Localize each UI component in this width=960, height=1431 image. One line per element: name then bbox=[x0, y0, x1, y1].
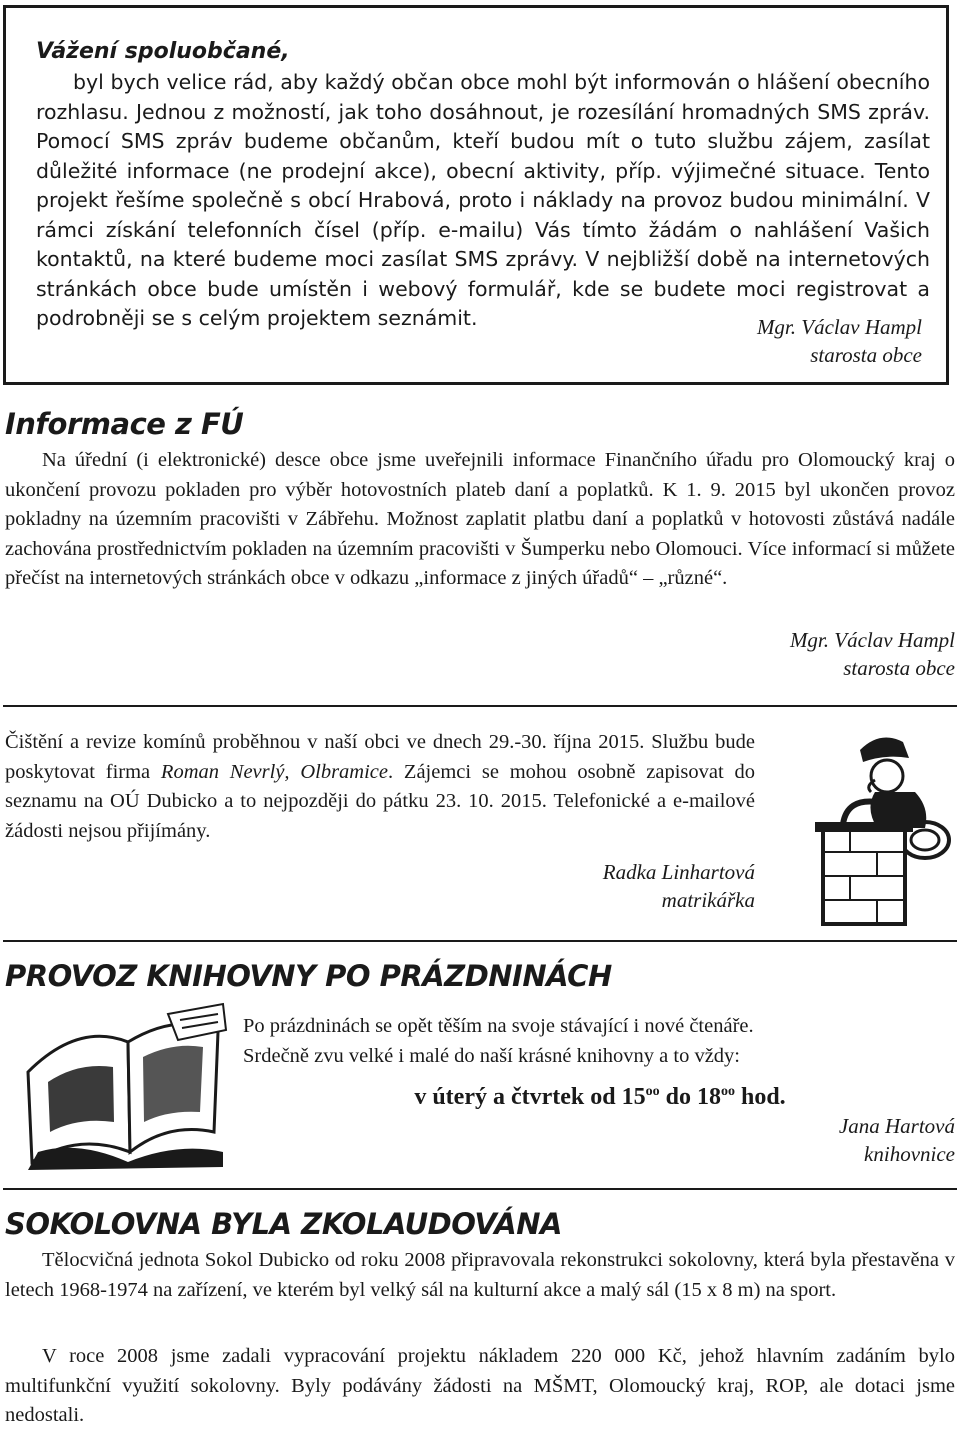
library-signature bbox=[655, 1112, 955, 1168]
sokolovna-para1: Tělocvičná jednota Sokol Dubicko od roku 2008 připravovala rekonstrukci sokolovny, která byla přestavěna v letech 1968-1974 na zařízení, ve kterém byl velký sál na kulturní akce a malý sál (15 x 8 m) na sport. bbox=[5, 1249, 955, 1301]
letter-signature-name: Mgr. Václav Hampl bbox=[756, 315, 922, 339]
chimney-body-part1: Čištění a revize komínů proběhnou v naší obci ve dnech 29.-30. října 2015. Službu bude poskytovat firma bbox=[5, 731, 755, 783]
letter-body: byl bych velice rád, aby každý občan obce mohl být informován o hlášení obecního rozhlasu. Jednou z možností, jak toho dosáhnout, je rozesílání hromadných SMS zpráv. Pomocí SMS zpráv budeme občanům, kteří budou mít o tuto službu zájem, zasílat důležité informace (ne prodejní akce), obecní aktivity, příp. výjimečné situace. Tento projekt řešíme společně s obcí Hrabová, proto i náklady na provoz budou minimální. V rámci získání telefonních čísel (příp. e-mailu) Vás tímto žádám o nahlášení Vašich kontaktů, na které budeme moci zasílat SMS zprávy. V nejbližší době na internetových stránkách obce bude umístěn i webový formulář, kde se budete moci registrovat a podrobněji se s celým projektem seznámit. bbox=[36, 70, 930, 330]
library-signature-role: knihovnice bbox=[864, 1142, 955, 1166]
fu-signature-role: starosta obce bbox=[843, 656, 955, 680]
chimney-company: Roman Nevrlý, Olbramice bbox=[160, 760, 389, 783]
fu-body: Na úřední (i elektronické) desce obce jsme uveřejnili informace Finančního úřadu pro Olomoucký kraj o ukončení provozu pokladen pro výběr hotovostních plateb daní a poplatků. K 1. 9. 2015 byl ukončen provoz pokladny na územním pracovišti v Zábřehu. Možnost zaplatit platbu daní a poplatků v hotovosti zůstává nadále zachována prostřednictvím pokladen na územním pracovišti v Šumperku nebo Olomouci. Více informací si můžete přečíst na internetových stránkách obce v odkazu „informace z jiných úřadů“ – „různé“. bbox=[5, 449, 955, 589]
letter-greeting: Vážení spoluobčané, bbox=[36, 39, 290, 64]
library-hours bbox=[240, 1076, 960, 1113]
fu-heading: Informace z FÚ bbox=[5, 407, 244, 441]
chimney-signature-role: matrikářka bbox=[661, 888, 755, 912]
sokolovna-heading: SOKOLOVNA BYLA ZKOLAUDOVÁNA bbox=[5, 1207, 562, 1241]
chimney-sweep-illustration bbox=[805, 728, 955, 928]
library-line1: Po prázdninách se opět těším na svoje stávající i nové čtenáře. bbox=[243, 1015, 754, 1037]
section-divider bbox=[3, 705, 957, 707]
chimney-body bbox=[5, 728, 755, 846]
library-hours-prefix: v úterý a čtvrtek od 15 bbox=[414, 1084, 646, 1110]
fu-signature bbox=[655, 626, 955, 682]
letter-signature bbox=[622, 313, 922, 369]
chimney-signature-name: Radka Linhartová bbox=[602, 860, 755, 884]
library-hours-sup2: oo bbox=[720, 1084, 735, 1099]
letter-signature-role: starosta obce bbox=[810, 343, 922, 367]
open-book-illustration bbox=[18, 1002, 230, 1172]
library-hours-sup1: oo bbox=[645, 1084, 660, 1099]
section-divider bbox=[3, 940, 957, 942]
library-line2: Srdečně zvu velké i malé do naší krásné knihovny a to vždy: bbox=[243, 1045, 740, 1067]
chimney-signature bbox=[455, 858, 755, 914]
chimney-body-part2: . Zájemci se mohou osobně zapisovat do seznamu na OÚ Dubicko a to nejpozději do pátku 23. 10. 2015. Telefonické a e-mailové žádosti nejsou přijímány. bbox=[5, 760, 755, 842]
library-heading: PROVOZ KNIHOVNY PO PRÁZDNINÁCH bbox=[5, 959, 612, 993]
library-hours-mid: do 18 bbox=[659, 1084, 721, 1110]
library-signature-name: Jana Hartová bbox=[838, 1114, 955, 1138]
mayor-letter-box bbox=[3, 5, 949, 385]
section-divider bbox=[3, 1188, 957, 1190]
library-hours-suffix: hod. bbox=[734, 1084, 786, 1110]
fu-signature-name: Mgr. Václav Hampl bbox=[789, 628, 955, 652]
sokolovna-para2: V roce 2008 jsme zadali vypracování projektu nákladem 220 000 Kč, jehož hlavním zadáním bylo multifunkční využití sokolovny. Byly podávány žádosti na MŠMT, Olomoucký kraj, ROP, ale dotaci jsme nedostali. bbox=[5, 1345, 955, 1426]
